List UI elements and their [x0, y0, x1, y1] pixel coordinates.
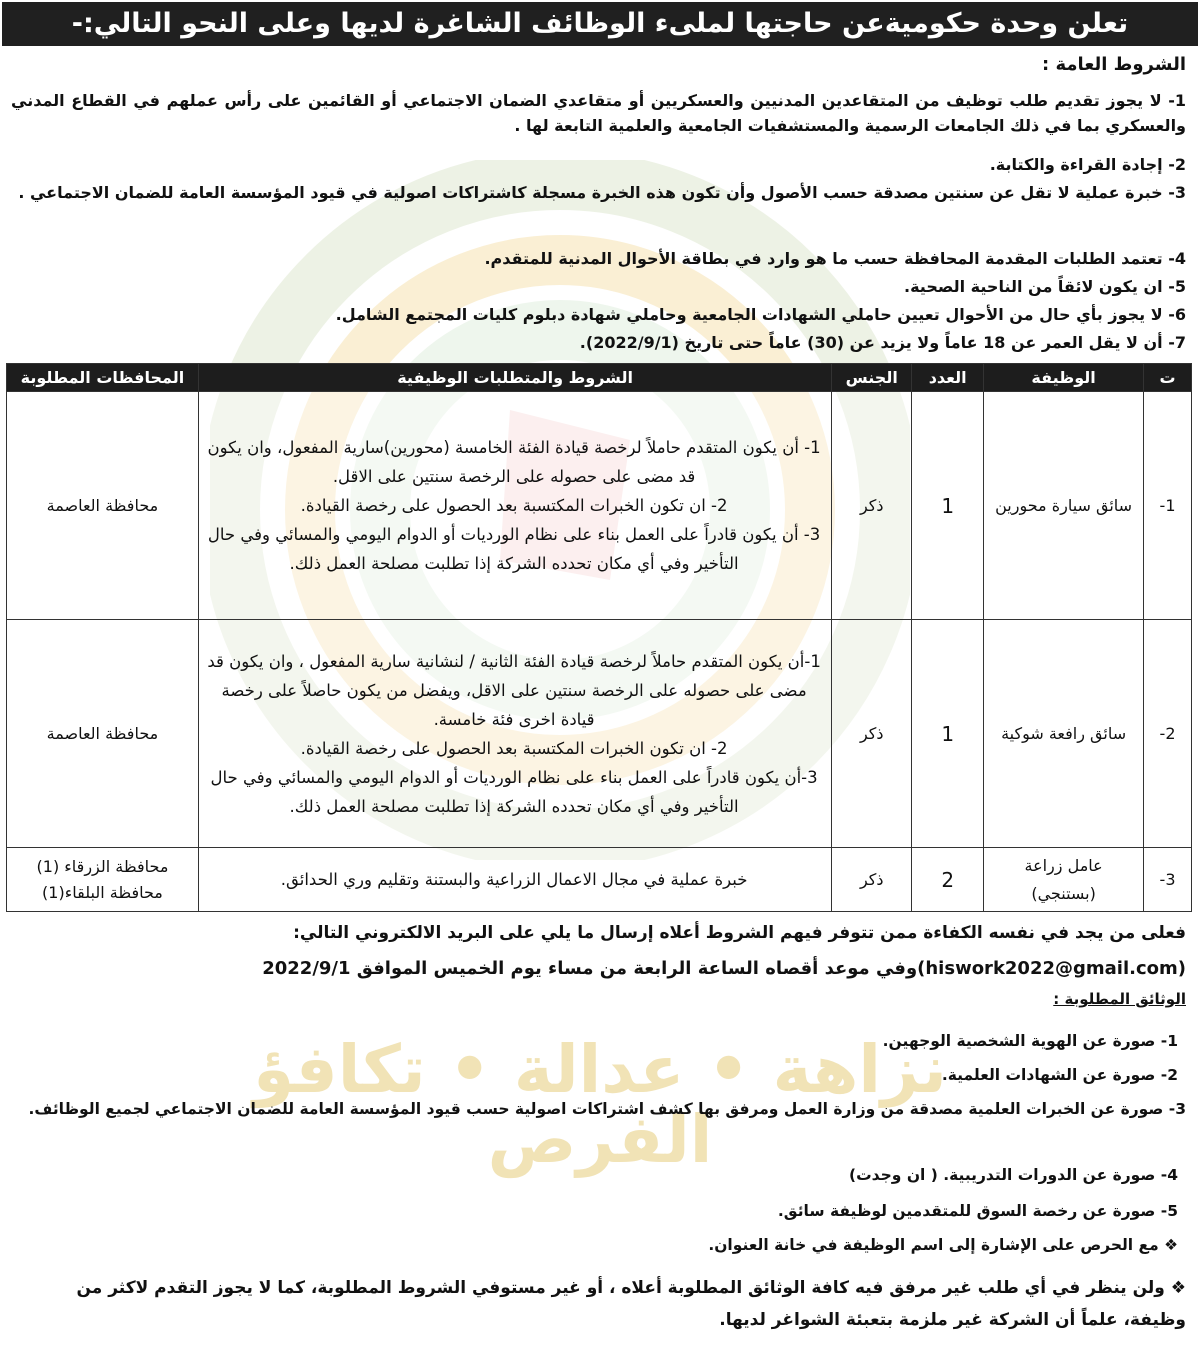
table-row	[7, 620, 1192, 848]
row-no: 1-	[1144, 392, 1192, 620]
apply-deadline: وفي موعد أقصاه الساعة الرابعة من مساء يوم الخميس الموافق 2022/9/1	[262, 958, 918, 979]
row-no: 2-	[1144, 620, 1192, 848]
header-requirements: الشروط والمتطلبات الوظيفية	[198, 364, 831, 392]
footer-note: ❖ ولن ينظر في أي طلب غير مرفق فيه كافة الوثائق المطلوبة أعلاه ، أو غير مستوفي الشروط المطلوبة، كما لا يجوز التقدم لاكثر من وظيفة، علماً أن الشركة غير ملزمة بتعبئة الشواغر لديها.	[76, 1278, 1186, 1330]
header-job: الوظيفة	[984, 364, 1144, 392]
header-no: ت	[1144, 364, 1192, 392]
row-requirements	[198, 620, 831, 848]
row-gender: ذكر	[832, 620, 912, 848]
requirement-line: 2- ان تكون الخبرات المكتسبة بعد الحصول على رخصة القيادة.	[300, 496, 728, 515]
row-job: سائق سيارة محورين	[984, 392, 1144, 620]
row-count: 1	[912, 392, 984, 620]
requirement-line: 2- ان تكون الخبرات المكتسبة بعد الحصول على رخصة القيادة.	[300, 738, 728, 758]
governorate-line: محافظة الزرقاء (1)	[36, 856, 169, 876]
condition-item: 2- إجادة القراءة والكتابة.	[989, 155, 1186, 174]
row-count: 2	[912, 848, 984, 912]
requirement-line: 1-أن يكون المتقدم حاملاً لرخصة قيادة الفئة الثانية / لنشانية سارية المفعول ، وان يكون قد مضى على حصوله على الرخصة سنتين على الاقل، ويفضل من يكون حاصلاً على رخصة قيادة اخرى فئة خامسة.	[207, 651, 821, 729]
row-count: 1	[912, 620, 984, 848]
requirement-line: 3- أن يكون قادراً على العمل بناء على نظام الورديات أو الدوام اليومي والمسائي وفي حال التأخير وفي أي مكان تحدده الشركة إذا تطلبت مصلحة العمل ذلك.	[207, 525, 821, 573]
condition-item: 5- ان يكون لائقاً من الناحية الصحية.	[904, 277, 1186, 296]
row-governorates: محافظة العاصمة	[7, 392, 199, 620]
requirement-line: خبرة عملية في مجال الاعمال الزراعية والبستنة وتقليم وري الحدائق.	[280, 870, 748, 889]
document-item: 4- صورة عن الدورات التدريبية. ( ان وجدت)	[849, 1166, 1178, 1184]
condition-item: 7- أن لا يقل العمر عن 18 عاماً ولا يزيد عن (30) عاماً حتى تاريخ (2022/9/1).	[579, 333, 1186, 352]
table-row	[7, 848, 1192, 912]
row-governorates	[7, 848, 199, 912]
apply-email[interactable]: (hiswork2022@gmail.com)	[917, 958, 1186, 979]
table-row	[7, 392, 1192, 620]
header-count: العدد	[912, 364, 984, 392]
condition-item: 3- خبرة عملية لا تقل عن سنتين مصدقة حسب الأصول وأن تكون هذه الخبرة مسجلة كاشتراكات اصولية في قيود المؤسسة العامة للضمان الاجتماعي .	[18, 183, 1186, 202]
condition-item: 6- لا يجوز بأي حال من الأحوال تعيين حاملي الشهادات الجامعية وحاملي شهادة دبلوم كليات المجتمع الشامل.	[335, 305, 1186, 324]
row-requirements	[198, 392, 831, 620]
row-no: 3-	[1144, 848, 1192, 912]
condition-item: 1- لا يجوز تقديم طلب توظيف من المتقاعدين المدنيين والعسكريين أو متقاعدي الضمان الاجتماعي أو القائمين على رأس عملهم في القطاع المدني والعسكري بما في ذلك الجامعات الرسمية والمستشفيات الجامعية والعلمية التابعة لها .	[11, 91, 1186, 135]
row-job: سائق رافعة شوكية	[984, 620, 1144, 848]
table-header-row	[7, 364, 1192, 392]
row-governorates: محافظة العاصمة	[7, 620, 199, 848]
requirement-line: 1- أن يكون المتقدم حاملاً لرخصة قيادة الفئة الخامسة (محورين)سارية المفعول، وان يكون قد مضى على حصوله على الرخصة سنتين على الاقل.	[207, 438, 821, 486]
apply-email-line	[11, 954, 1186, 984]
apply-instructions: فعلى من يجد في نفسه الكفاءة ممن تتوفر فيهم الشروط أعلاه إرسال ما يلي على البريد الالكتروني التالي:	[293, 923, 1186, 943]
row-gender: ذكر	[832, 392, 912, 620]
requirement-line: 3-أن يكون قادراً على العمل بناء على نظام الورديات أو الدوام اليومي والمسائي وفي حال التأخير وفي أي مكان تحدده الشركة إذا تطلبت مصلحة العمل ذلك.	[210, 767, 818, 816]
document-item: 1- صورة عن الهوية الشخصية الوجهين.	[882, 1032, 1178, 1050]
jobs-table	[6, 363, 1192, 912]
watermark-slogan: نزاهة • عدالة • تكافؤ الفرص	[253, 1031, 947, 1178]
documents-heading: الوثائق المطلوبة :	[1053, 990, 1186, 1008]
document-item: 3- صورة عن الخبرات العلمية مصدقة من وزارة العمل ومرفق بها كشف اشتراكات اصولية حسب قيود المؤسسة العامة للضمان الاجتماعي لجميع الوظائف.	[28, 1100, 1186, 1118]
documents-note: ❖ مع الحرص على الإشارة إلى اسم الوظيفة في خانة العنوان.	[708, 1236, 1178, 1254]
page-title: تعلن وحدة حكوميةعن حاجتها لملىء الوظائف الشاغرة لديها وعلى النحو التالي:-	[2, 2, 1198, 46]
document-item: 2- صورة عن الشهادات العلمية.	[941, 1066, 1178, 1084]
row-requirements	[198, 848, 831, 912]
condition-item: 4- تعتمد الطلبات المقدمة المحافظة حسب ما هو وارد في بطاقة الأحوال المدنية للمتقدم.	[484, 249, 1186, 268]
row-job: عامل زراعة (بستنجي)	[984, 848, 1144, 912]
document-item: 5- صورة عن رخصة السوق للمتقدمين لوظيفة سائق.	[777, 1202, 1178, 1220]
governorate-line: محافظة البلقاء(1)	[42, 882, 163, 902]
general-conditions-heading: الشروط العامة :	[1042, 54, 1186, 75]
row-gender: ذكر	[832, 848, 912, 912]
header-gender: الجنس	[832, 364, 912, 392]
header-governorates: المحافظات المطلوبة	[7, 364, 199, 392]
